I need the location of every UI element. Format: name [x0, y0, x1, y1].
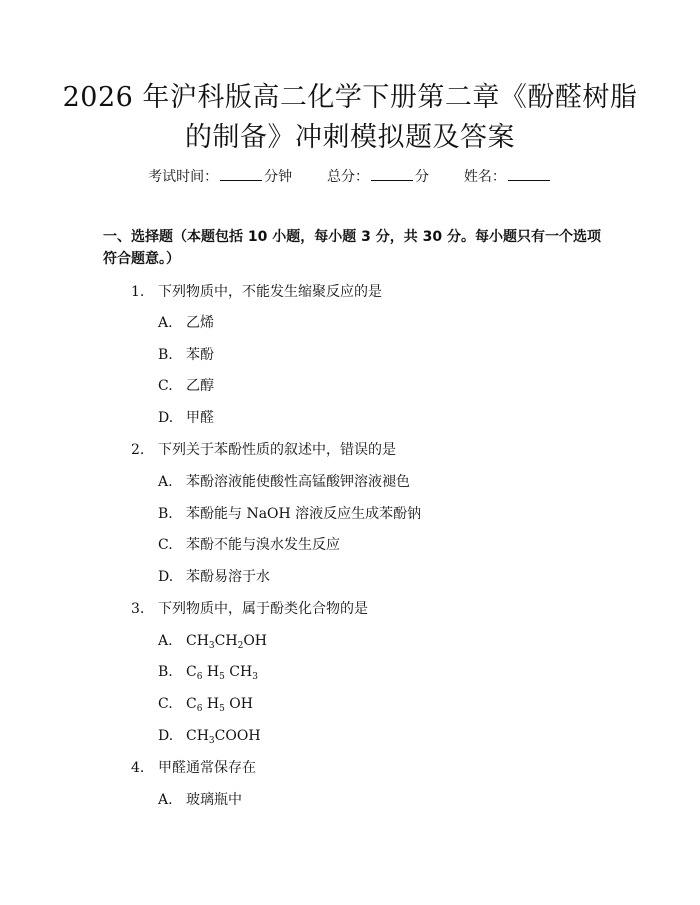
option-letter: B. [158, 506, 173, 522]
option-3c [158, 694, 253, 714]
option-text: 苯酚易溶于水 [186, 569, 270, 585]
option-letter: A. [158, 315, 173, 331]
option-text: 玻璃瓶中 [186, 792, 242, 808]
option-3d [158, 726, 261, 746]
student-name-blank [508, 166, 550, 181]
question-text: 下列物质中，属于酚类化合物的是 [158, 601, 368, 617]
question-text: 下列关于苯酚性质的叙述中，错误的是 [158, 442, 396, 458]
exam-meta [0, 166, 700, 187]
option-letter: C. [158, 378, 173, 394]
question-text: 甲醛通常保存在 [158, 760, 256, 776]
option-1a [158, 313, 214, 333]
formula-text: $CH_3CH_2OH$ [186, 633, 267, 651]
question-1 [131, 282, 382, 302]
exam-time-blank [220, 166, 262, 181]
option-text: 苯酚不能与溴水发生反应 [186, 537, 340, 553]
option-letter: C. [158, 537, 173, 553]
question-number: 2. [131, 442, 145, 458]
option-letter: C. [158, 696, 173, 712]
option-letter: D. [158, 410, 174, 426]
formula-text: $C_6$ $H_5$ $CH_3$ [186, 664, 258, 682]
option-letter: D. [158, 728, 174, 744]
student-name-label: 姓名： [463, 169, 506, 185]
document-title: 2026 年沪科版高二化学下册第二章《酚醛树脂的制备》冲刺模拟题及答案 [62, 82, 638, 153]
option-letter: B. [158, 664, 173, 680]
question-4 [131, 758, 256, 778]
option-1c [158, 376, 214, 396]
option-text: 苯酚能与 NaOH 溶液反应生成苯酚钠 [186, 506, 422, 522]
question-number: 3. [131, 601, 145, 617]
option-text: 乙醇 [186, 378, 214, 394]
total-score-unit: 分 [415, 169, 429, 185]
section-heading: 一、选择题（本题包括 10 小题，每小题 3 分，共 30 分。每小题只有一个选项符合题意。） [103, 229, 601, 267]
option-3b [158, 662, 258, 682]
question-text: 下列物质中，不能发生缩聚反应的是 [158, 284, 382, 300]
option-2c [158, 535, 340, 555]
question-2 [131, 440, 396, 460]
question-number: 1. [131, 284, 145, 300]
exam-time-label: 考试时间： [148, 169, 219, 185]
option-2a [158, 472, 410, 492]
total-score-label: 总分： [327, 169, 369, 185]
option-letter: A. [158, 633, 173, 649]
option-3a [158, 631, 267, 651]
total-score-blank [371, 166, 413, 181]
option-4a [158, 790, 242, 810]
option-2d [158, 567, 270, 587]
formula-text: $C_6$ $H_5$ OH [186, 696, 253, 714]
option-1d [158, 408, 214, 428]
option-text: 苯酚溶液能使酸性高锰酸钾溶液褪色 [186, 474, 410, 490]
option-letter: A. [158, 792, 173, 808]
question-number: 4. [131, 760, 145, 776]
option-text: 甲醛 [186, 410, 214, 426]
option-text: 乙烯 [186, 315, 214, 331]
question-3 [131, 599, 368, 619]
option-letter: A. [158, 474, 173, 490]
option-letter: B. [158, 347, 173, 363]
option-2b [158, 504, 421, 524]
exam-time-unit: 分钟 [264, 169, 293, 185]
option-1b [158, 345, 214, 365]
formula-text: $CH_3COOH$ [186, 728, 261, 746]
option-text: 苯酚 [186, 347, 214, 363]
option-letter: D. [158, 569, 174, 585]
